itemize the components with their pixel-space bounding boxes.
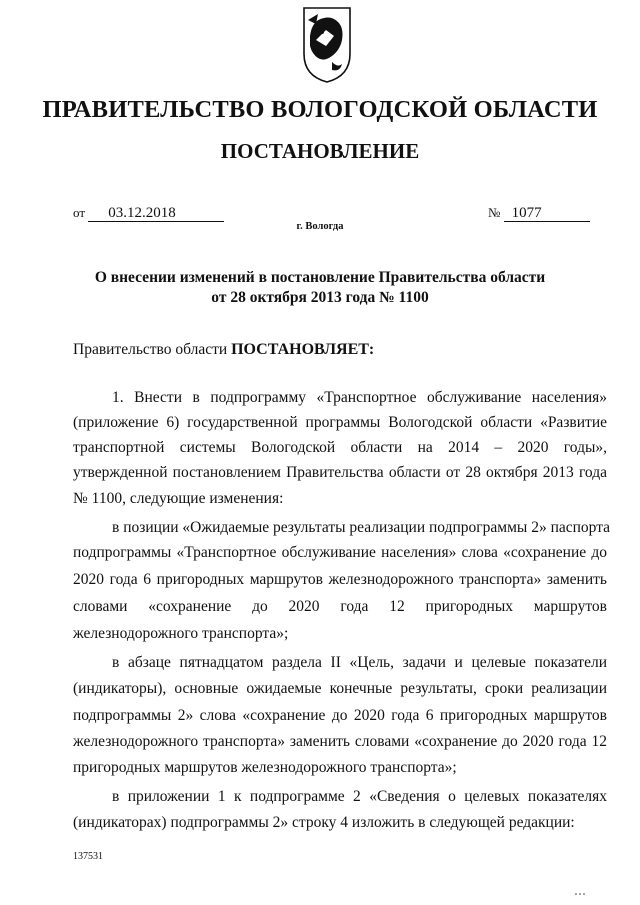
- number-value: 1077: [504, 206, 590, 222]
- coat-of-arms-icon: [302, 6, 352, 84]
- document-code: 137531: [73, 851, 103, 862]
- body-line: транспортной системы Вологодской области на 2014 – 2020 годы»,: [73, 439, 607, 456]
- number-field: [488, 205, 590, 222]
- body-line: утвержденной постановлением Правительства области от 28 октября 2013 года: [73, 464, 607, 481]
- body-line: пригородных маршрутов железнодорожного транспорта»;: [73, 759, 457, 776]
- document-type: ПОСТАНОВЛЕНИЕ: [220, 139, 420, 163]
- body-line: железнодорожного транспорта»;: [73, 625, 289, 642]
- scan-mark-icon: [574, 892, 586, 896]
- body-line: № 1100, следующие изменения:: [73, 490, 284, 507]
- body-line: (приложение 6) государственной программы Вологодской области «Развитие: [73, 414, 607, 431]
- body-line: словами «сохранение до 2020 года 12 пригородных маршрутов: [73, 598, 607, 615]
- date-value: 03.12.2018: [88, 206, 224, 222]
- body-line: 2020 года 6 пригородных маршрутов железнодорожного транспорта» заменить: [73, 571, 607, 588]
- heading-line: О внесении изменений в постановление Правительства области: [94, 269, 546, 286]
- intro-text: Правительство области: [73, 341, 228, 358]
- heading-line: от 28 октября 2013 года № 1100: [211, 289, 429, 306]
- body-line: железнодорожного транспорта» заменить словами «сохранение до 2020 года 12: [73, 733, 607, 750]
- body-line: 1. Внести в подпрограмму «Транспортное обслуживание населения»: [112, 389, 607, 406]
- resolution-heading: [0, 268, 640, 308]
- number-prefix: №: [488, 205, 501, 220]
- body-line: в абзаце пятнадцатом раздела II «Цель, задачи и целевые показатели: [112, 654, 607, 671]
- intro-line: [73, 341, 374, 359]
- city: г. Вологда: [296, 221, 344, 232]
- intro-emphasis: ПОСТАНОВЛЯЕТ:: [231, 341, 375, 358]
- date-field: [73, 205, 224, 222]
- government-title: ПРАВИТЕЛЬСТВО ВОЛОГОДСКОЙ ОБЛАСТИ: [42, 96, 598, 123]
- date-prefix: от: [73, 205, 86, 220]
- body-line: (индикаторы), основные ожидаемые конечные результаты, сроки реализации: [73, 680, 607, 697]
- body-line: (индикаторах) подпрограммы 2» строку 4 изложить в следующей редакции:: [73, 814, 575, 831]
- body-line: подпрограммы 2» слова «сохранение до 2020 года 6 пригородных маршрутов: [73, 707, 607, 724]
- body-line: в приложении 1 к подпрограмме 2 «Сведения о целевых показателях: [112, 788, 607, 805]
- body-line: в позиции «Ожидаемые результаты реализации подпрограммы 2» паспорта: [112, 519, 611, 536]
- body-line: подпрограммы «Транспортное обслуживание населения» слова «сохранение до: [73, 544, 607, 561]
